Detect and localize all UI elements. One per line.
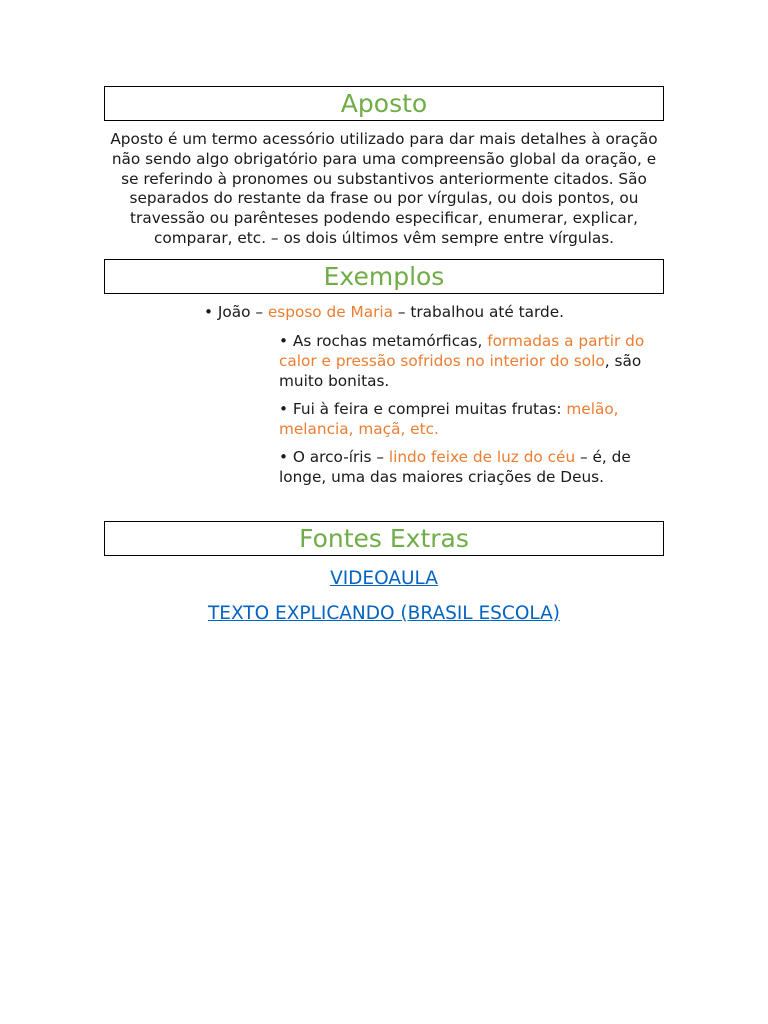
example-appositive: lindo feixe de luz do céu	[388, 448, 576, 467]
examples-list	[104, 303, 664, 488]
section-title-fontes-extras	[104, 521, 664, 556]
definition-paragraph: Aposto é um termo acessório utilizado para dar mais detalhes à oração não sendo algo obrigatório para uma compreensão global da oração, e se referindo à pronomes ou substantivos anteriormente citados. São separados do restante da frase ou por vírgulas, ou dois pontos, ou travessão ou parênteses podendo especificar, enumerar, explicar, comparar, etc. – os dois últimos vêm sempre entre vírgulas.	[110, 130, 658, 247]
bullet-icon: •	[279, 448, 289, 467]
example-appositive: formadas a partir do calor e pressão sofridos no interior do solo	[279, 332, 645, 370]
section-title-fontes-extras-text: Fontes Extras	[299, 523, 469, 553]
example-appositive: melão, melancia, maçã, etc.	[279, 400, 619, 438]
bullet-icon: •	[279, 400, 289, 419]
bullet-icon: •	[279, 332, 289, 351]
extra-links	[104, 568, 664, 625]
example-item: • As rochas metamórficas, formadas a partir do calor e pressão sofridos no interior do solo, são muito bonitas.	[279, 332, 645, 390]
example-item: • Fui à feira e comprei muitas frutas: melão, melancia, maçã, etc.	[279, 400, 619, 438]
example-appositive: esposo de Maria	[267, 302, 393, 321]
videoaula-link[interactable]: VIDEOAULA	[330, 567, 438, 589]
section-title-aposto-text: Aposto	[340, 89, 428, 118]
section-title-aposto	[104, 86, 664, 121]
example-item: • O arco-íris – lindo feixe de luz do céu – é, de longe, uma das maiores criações de Deus.	[279, 448, 631, 486]
bullet-icon: •	[204, 302, 214, 321]
section-title-exemplos-text: Exemplos	[323, 261, 445, 291]
document-page	[104, 86, 664, 625]
section-title-exemplos	[104, 259, 664, 294]
example-item: • João – esposo de Maria – trabalhou até tarde.	[204, 302, 564, 321]
texto-explicando-link[interactable]: TEXTO EXPLICANDO (BRASIL ESCOLA)	[207, 602, 561, 624]
